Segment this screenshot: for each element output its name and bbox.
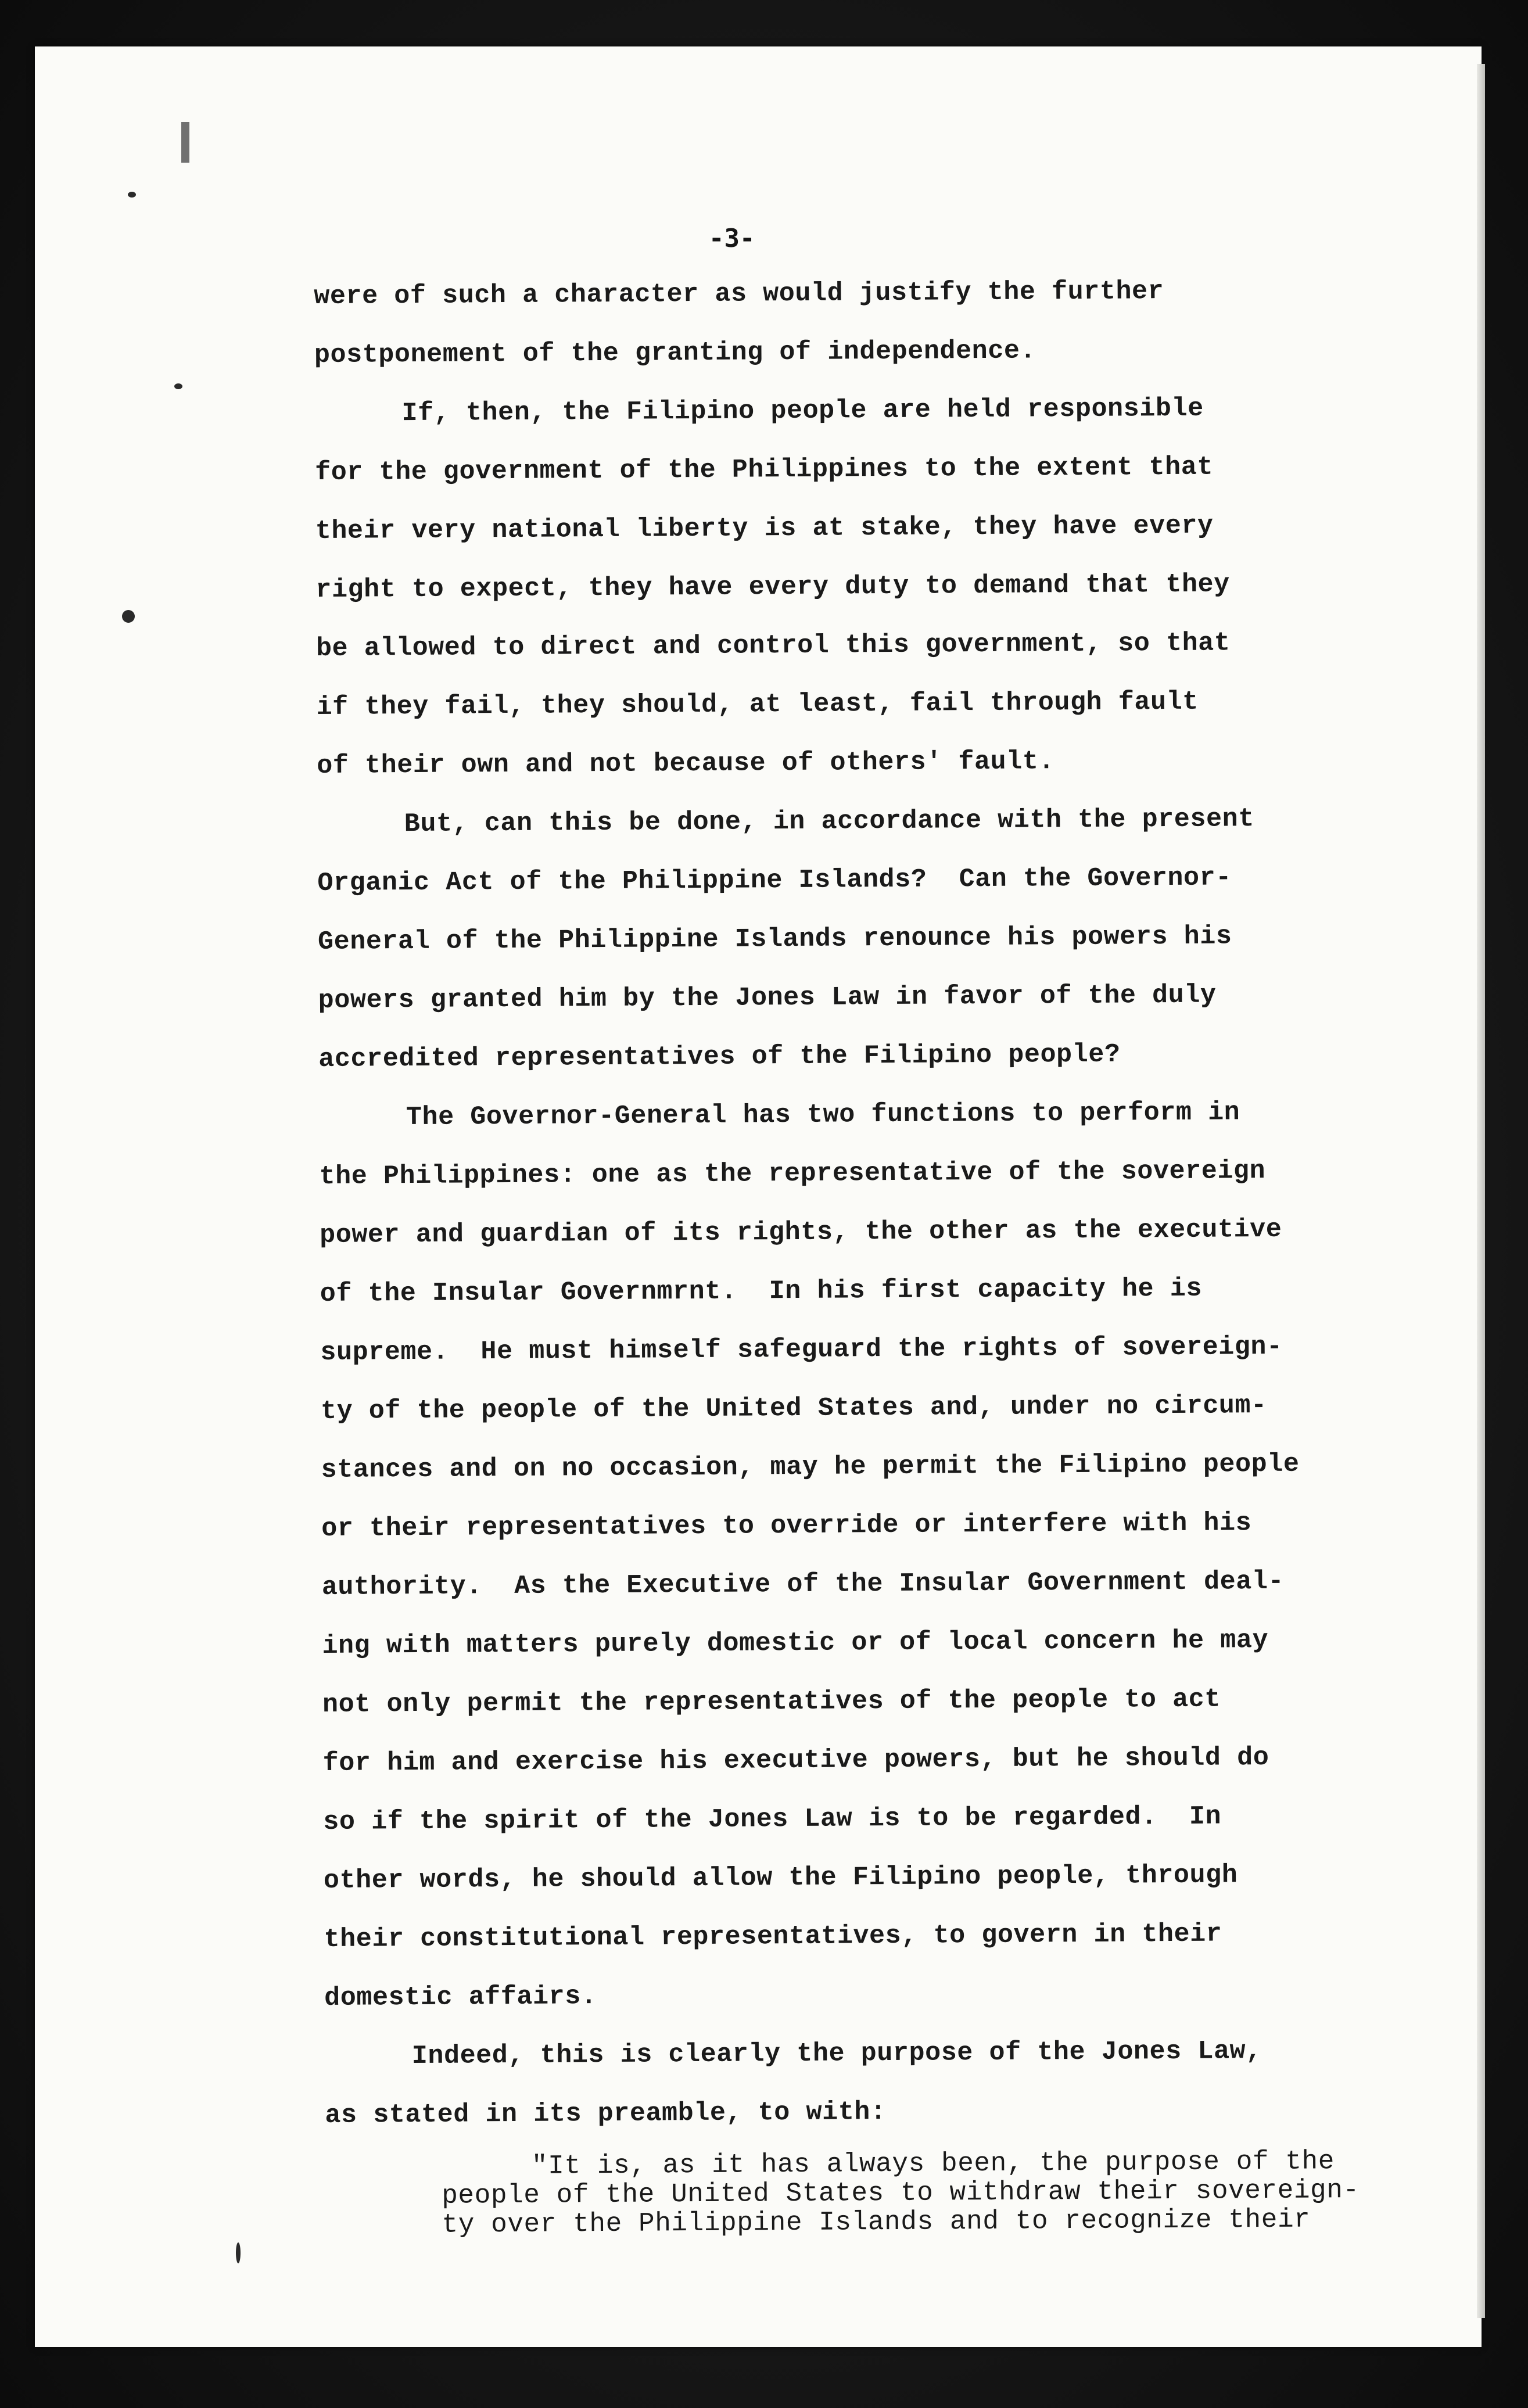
text-line: right to expect, they have every duty to demand that they <box>315 569 1230 605</box>
text-line: ing with matters purely domestic or of local concern he may <box>322 1625 1269 1661</box>
document-page <box>35 46 1482 2347</box>
text-line: supreme. He must himself safeguard the rights of sovereign- <box>320 1332 1283 1368</box>
text-line: ty of the people of the United States and, under no circum- <box>320 1391 1267 1426</box>
paper-edge <box>1477 64 1485 2318</box>
paragraph-start-line: The Governor-General has two functions to perform in <box>406 1097 1240 1133</box>
text-line: Organic Act of the Philippine Islands? Can the Governor- <box>317 863 1232 898</box>
text-line: or their representatives to override or interfere with his <box>321 1508 1252 1544</box>
quote-line: ty over the Philippine Islands and to recognize their <box>442 2204 1311 2240</box>
text-line: as stated in its preamble, to with: <box>325 2097 887 2130</box>
text-line: power and guardian of its rights, the other as the executive <box>320 1214 1282 1250</box>
ink-speck <box>122 610 135 623</box>
text-line: not only permit the representatives of the people to act <box>322 1684 1221 1720</box>
text-line: powers granted him by the Jones Law in favor of the duly <box>318 980 1217 1015</box>
text-line: of their own and not because of others' fault. <box>317 747 1055 781</box>
text-line: be allowed to direct and control this government, so that <box>315 628 1231 663</box>
text-line: domestic affairs. <box>324 1982 597 2013</box>
text-line: accredited representatives of the Filipino people? <box>318 1039 1121 1074</box>
text-line: their very national liberty is at stake, they have every <box>315 511 1214 546</box>
text-line: for him and exercise his executive powers, but he should do <box>322 1743 1269 1778</box>
text-line: their constitutional representatives, to govern in their <box>324 1919 1222 1954</box>
ink-speck <box>128 192 136 198</box>
paragraph-start-line: If, then, the Filipino people are held responsible <box>401 393 1204 429</box>
text-line: if they fail, they should, at least, fail through fault <box>316 687 1199 722</box>
text-line: stances and on no occasion, may he permit the Filipino people <box>321 1449 1300 1485</box>
text-line: General of the Philippine Islands renounce his powers his <box>317 921 1232 957</box>
paragraph-start-line: But, can this be done, in accordance with the present <box>404 804 1255 839</box>
text-line: so if the spirit of the Jones Law is to be regarded. In <box>323 1801 1222 1837</box>
text-line: the Philippines: one as the representative of the sovereign <box>319 1156 1266 1192</box>
ink-speck <box>236 2242 241 2263</box>
text-line: for the government of the Philippines to the extent that <box>315 452 1214 487</box>
text-line: of the Insular Governmrnt. In his first capacity he is <box>320 1273 1203 1309</box>
text-line: were of such a character as would justify the further <box>314 277 1164 311</box>
text-line: authority. As the Executive of the Insular Government deal- <box>321 1566 1285 1602</box>
text-line: other words, he should allow the Filipino people, through <box>323 1860 1238 1896</box>
body-text <box>314 261 1418 2240</box>
text-line: postponement of the granting of independence. <box>314 336 1036 370</box>
paragraph-start-line: Indeed, this is clearly the purpose of the Jones Law, <box>411 2036 1262 2072</box>
block-quote <box>325 2146 1418 2240</box>
quote-line: people of the United States to withdraw their sovereign- <box>442 2175 1360 2211</box>
page-number: -3- <box>709 224 755 253</box>
ink-speck <box>174 383 182 389</box>
binding-mark <box>181 122 189 163</box>
quote-line: "It is, as it has always been, the purpose of the <box>531 2146 1335 2181</box>
